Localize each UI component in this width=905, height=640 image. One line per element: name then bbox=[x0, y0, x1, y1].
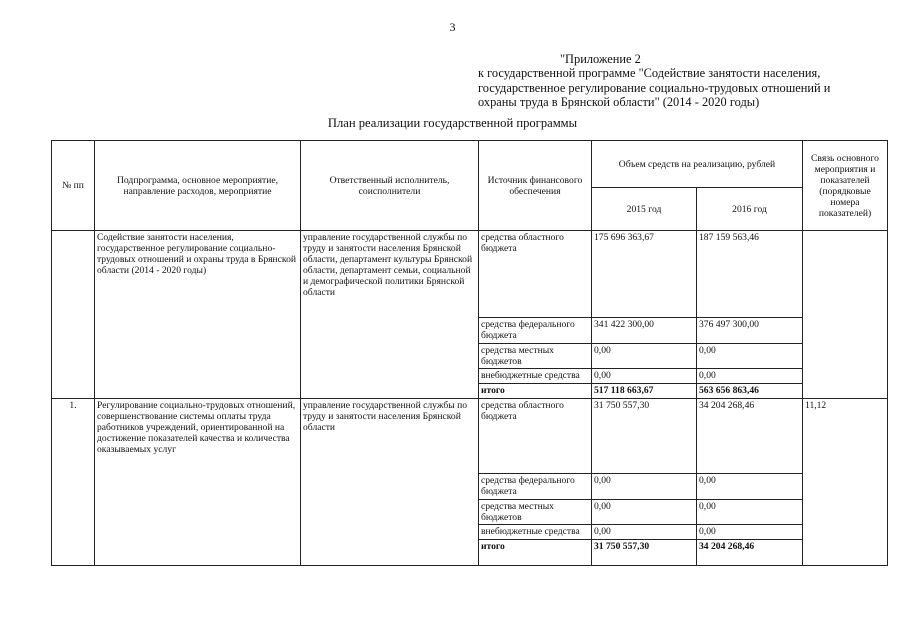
appendix-line-1: "Приложение 2 bbox=[560, 52, 641, 66]
appendix-line-4: охраны труда в Брянской области" (2014 - 2020 годы) bbox=[478, 95, 760, 110]
amount-2016: 34 204 268,46 bbox=[697, 399, 803, 474]
funding-source-total: итого bbox=[479, 540, 592, 566]
program-name: Регулирование социально-трудовых отношений, совершенствование системы оплаты труда работников учреждений, ориентированной на достижение показателей качества и количества оказываемых услуг bbox=[95, 399, 301, 566]
amount-2015: 0,00 bbox=[592, 525, 697, 540]
amount-2016: 187 159 563,46 bbox=[697, 231, 803, 318]
header-program: Подпрограмма, основное мероприятие, направление расходов, мероприятие bbox=[95, 141, 301, 231]
amount-2015: 0,00 bbox=[592, 474, 697, 500]
amount-2016: 0,00 bbox=[697, 474, 803, 500]
executor-name: управление государственной службы по труду и занятости населения Брянской области bbox=[301, 399, 479, 566]
amount-2016-total: 563 656 863,46 bbox=[697, 384, 803, 399]
header-2016: 2016 год bbox=[697, 188, 803, 231]
amount-2016: 0,00 bbox=[697, 369, 803, 384]
amount-2016: 376 497 300,00 bbox=[697, 318, 803, 344]
indicator-link: 11,12 bbox=[803, 399, 888, 566]
appendix-header bbox=[478, 52, 878, 110]
amount-2015: 31 750 557,30 bbox=[592, 399, 697, 474]
amount-2015: 0,00 bbox=[592, 369, 697, 384]
amount-2015-total: 31 750 557,30 bbox=[592, 540, 697, 566]
header-2015: 2015 год bbox=[592, 188, 697, 231]
header-executor: Ответственный исполнитель, соисполнители bbox=[301, 141, 479, 231]
indicator-link bbox=[803, 231, 888, 399]
amount-2016-total: 34 204 268,46 bbox=[697, 540, 803, 566]
row-num bbox=[52, 231, 95, 399]
header-row-1 bbox=[52, 141, 888, 188]
document-title: План реализации государственной программы bbox=[327, 116, 578, 130]
executor-name: управление государственной службы по труду и занятости населения Брянской области, департамент культуры Брянской области, департамент семьи, социальной и демографической политики Брянской области bbox=[301, 231, 479, 399]
table-row bbox=[52, 399, 888, 474]
header-volume: Объем средств на реализацию, рублей bbox=[592, 141, 803, 188]
amount-2015: 341 422 300,00 bbox=[592, 318, 697, 344]
amount-2015: 0,00 bbox=[592, 344, 697, 369]
amount-2015-total: 517 118 663,67 bbox=[592, 384, 697, 399]
plan-table bbox=[51, 140, 888, 566]
header-source: Источник финансового обеспечения bbox=[479, 141, 592, 231]
funding-source: внебюджетные средства bbox=[479, 525, 592, 540]
amount-2016: 0,00 bbox=[697, 344, 803, 369]
page-number: 3 bbox=[449, 20, 456, 34]
amount-2016: 0,00 bbox=[697, 525, 803, 540]
funding-source: средства областного бюджета bbox=[479, 399, 592, 474]
row-num: 1. bbox=[52, 399, 95, 566]
appendix-line-3: государственное регулирование социально-трудовых отношений и bbox=[478, 80, 831, 95]
funding-source: средства федерального бюджета bbox=[479, 318, 592, 344]
funding-source: внебюджетные средства bbox=[479, 369, 592, 384]
funding-source: средства местных бюджетов bbox=[479, 344, 592, 369]
funding-source: средства федерального бюджета bbox=[479, 474, 592, 500]
amount-2015: 0,00 bbox=[592, 500, 697, 525]
funding-source: средства местных бюджетов bbox=[479, 500, 592, 525]
header-link: Связь основного мероприятия и показателей (порядковые номера показателей) bbox=[803, 141, 888, 231]
appendix-line-2: к государственной программе "Содействие занятости населения, bbox=[478, 66, 821, 81]
funding-source: средства областного бюджета bbox=[479, 231, 592, 318]
amount-2015: 175 696 363,67 bbox=[592, 231, 697, 318]
table-row bbox=[52, 231, 888, 318]
header-num: № пп bbox=[52, 141, 95, 231]
funding-source-total: итого bbox=[479, 384, 592, 399]
amount-2016: 0,00 bbox=[697, 500, 803, 525]
program-name: Содействие занятости населения, государственное регулирование социально-трудовых отношений и охраны труда в Брянской области (2014 - 2020 годы) bbox=[95, 231, 301, 399]
